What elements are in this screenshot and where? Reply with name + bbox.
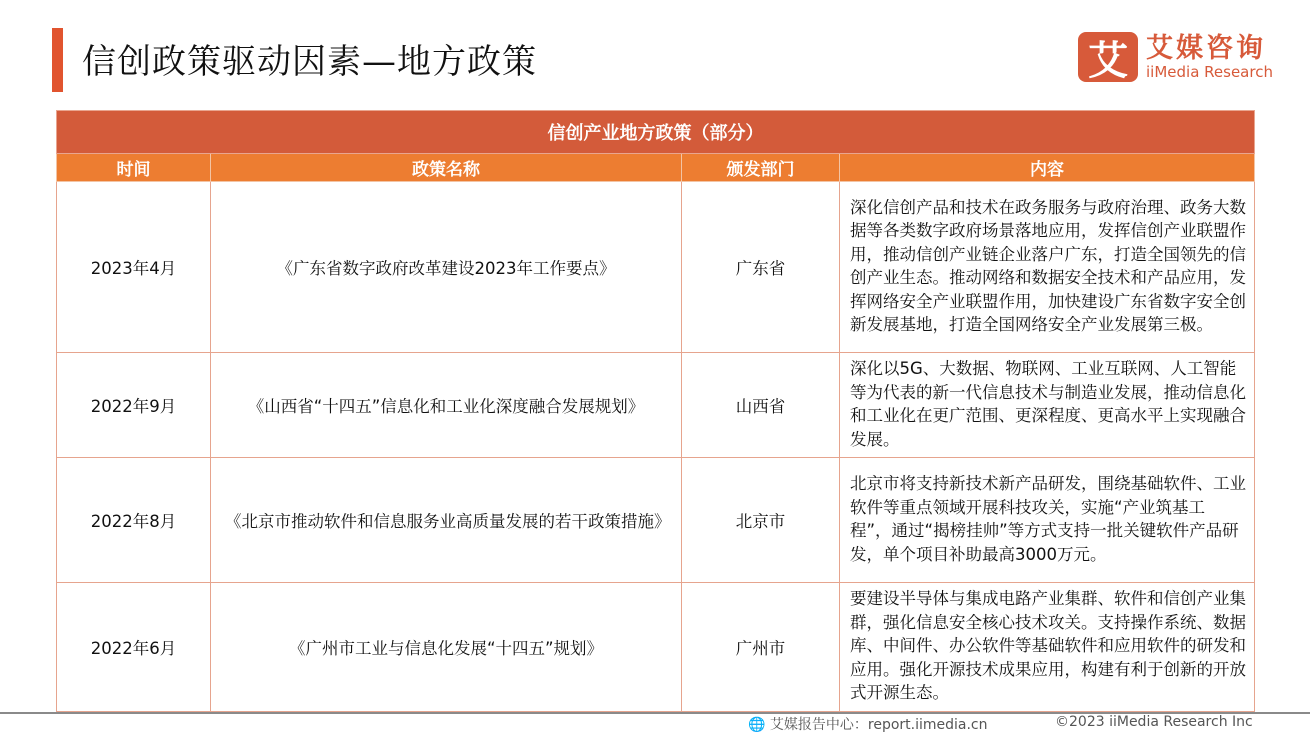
logo-mark-icon: 艾 [1078,32,1138,82]
logo-cn: 艾媒咨询 [1146,33,1266,64]
cell-dept: 广东省 [682,182,840,353]
cell-content: 深化信创产品和技术在政务服务与政府治理、政务大数据等各类数字政府场景落地应用，发挥信创产业联盟作用，推动信创产业链企业落户广东，打造全国领先的信创产业生态。推动网络和数据安全技术和产品应用，发挥网络安全产业联盟作用，加快建设广东省数字安全创新发展基地，打造全国网络安全产业发展第三极。 [840,182,1255,353]
column-header-time: 时间 [57,154,211,182]
title-accent-bar [52,28,63,92]
cell-content: 北京市将支持新技术新产品研发，围绕基础软件、工业软件等重点领域开展科技攻关，实施“产业筑基工程”，通过“揭榜挂帅”等方式支持一批关键软件产品研发，单个项目补助最高3000万元。 [840,458,1255,583]
page-title: 信创政策驱动因素—地方政策 [82,42,537,82]
cell-dept: 广州市 [682,583,840,712]
cell-policy: 《山西省“十四五”信息化和工业化深度融合发展规划》 [211,353,682,458]
cell-time: 2023年4月 [57,182,211,353]
cell-content: 深化以5G、大数据、物联网、工业互联网、人工智能等为代表的新一代信息技术与制造业发展，推动信息化和工业化在更广范围、更深程度、更高水平上实现融合发展。 [840,353,1255,458]
table-row [57,583,1255,712]
globe-icon: 🌐 [748,717,766,733]
cell-time: 2022年9月 [57,353,211,458]
table-row [57,353,1255,458]
cell-policy: 《广东省数字政府改革建设2023年工作要点》 [211,182,682,353]
cell-policy: 《北京市推动软件和信息服务业高质量发展的若干政策措施》 [211,458,682,583]
footer-source-link[interactable]: 艾媒报告中心：report.iimedia.cn [769,717,988,733]
cell-time: 2022年8月 [57,458,211,583]
table-row [57,182,1255,353]
footer-source [748,714,988,734]
cell-policy: 《广州市工业与信息化发展“十四五”规划》 [211,583,682,712]
logo [1078,32,1273,82]
column-header-dept: 颁发部门 [682,154,840,182]
table-caption: 信创产业地方政策（部分） [57,111,1255,154]
cell-dept: 山西省 [682,353,840,458]
cell-dept: 北京市 [682,458,840,583]
column-header-policy: 政策名称 [211,154,682,182]
policy-table [56,110,1255,712]
logo-en: iiMedia Research [1146,63,1273,81]
cell-time: 2022年6月 [57,583,211,712]
cell-content: 要建设半导体与集成电路产业集群、软件和信创产业集群，强化信息安全核心技术攻关。支持操作系统、数据库、中间件、办公软件等基础软件和应用软件的研发和应用。强化开源技术成果应用，构建有利于创新的开放式开源生态。 [840,583,1255,712]
column-header-content: 内容 [840,154,1255,182]
table-row [57,458,1255,583]
footer-copyright: ©2023 iiMedia Research Inc [1055,714,1253,730]
